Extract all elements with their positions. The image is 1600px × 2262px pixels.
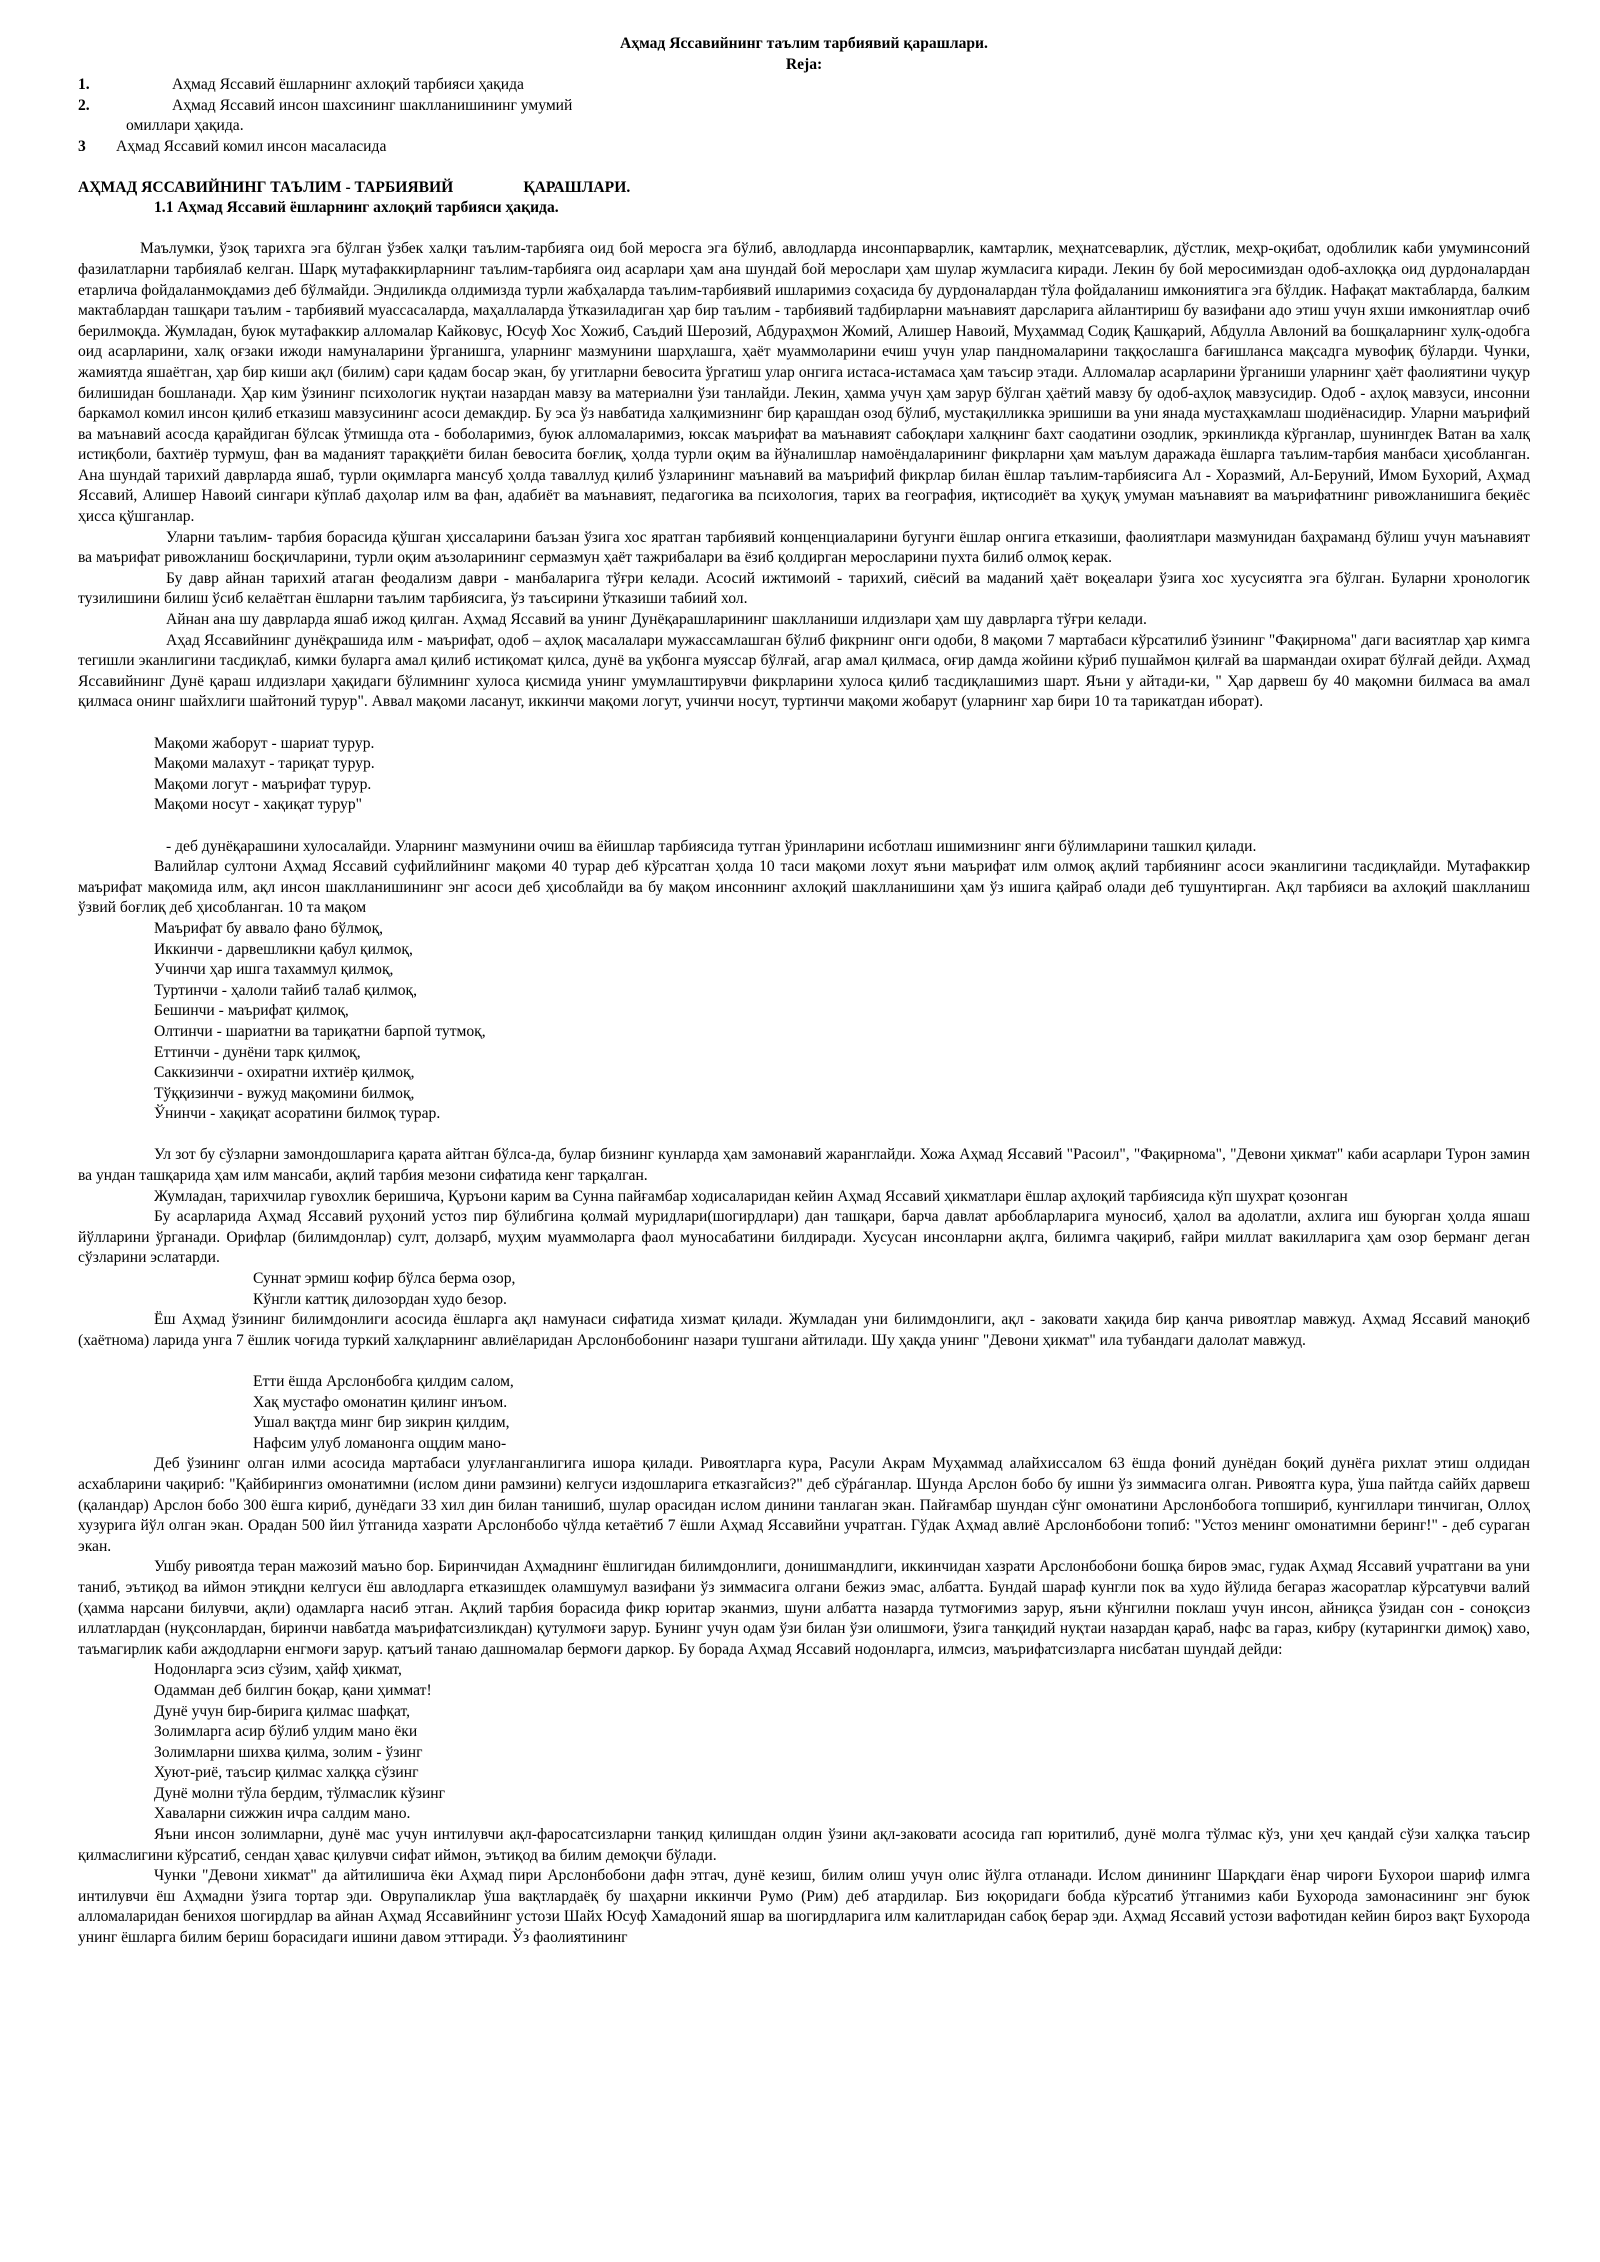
verse-line: Дунё молни тўла бердим, тўлмаслик кўзинг (154, 1784, 446, 1802)
paragraph: Ул зот бу сўзларни замондошларига қарата айтган бўлса-да, булар бизнинг кунларда ҳам замонавий жаранглайди. Хожа Аҳмад Яссавий "Расоил", "Фақирнома", "Девони ҳикмат" каби асарлари Турон замин ва ундан ташқарида ҳам илм мансаби, ақлий тарбия мезони сифатида кенг тарқалган. (78, 1146, 1530, 1185)
verse-line: Кўнгли каттиқ дилозордан худо безор. (253, 1290, 507, 1308)
paragraph: Аҳад Яссавийнинг дунёқрашида илм - маърифат, одоб – аҳлоқ масалалари мужассамлашган бўлиб фикрнинг онги одоби, 8 мақоми 7 мартабаси кўрсатилиб ўзининг "Фақирнома" даги васиятлар ҳар кимга тегишли эканлигини тасдиқлаб, кимки буларга амал қилиб истиқомат қилса, дунё ва уқбонга муяссар бўлғай, агар амал қилмаса, оғир дамда жойини кўриб пушаймон қилғай ва шармандаи охират бўлғай дейди. Аҳмад Яссавийнинг Дунё қараш илдизлари ҳақидаги бўлимнинг хулоса қисмида унинг умумлаштирувчи фикрларини хулоса қилиб тасдиқлашимиз шарт. Яъни у айтади-ки, " Ҳар дарвеш бу 40 мақомни билмаса ва амал қилмаса онинг шайхлиги шайтоний турур". Аввал мақоми ласанут, иккинчи мақоми логут, учинчи носут, туртинчи мақоми жобарут (уларнинг хар бири 10 та тарикатдан иборат). (78, 631, 1530, 711)
list-item: Иккинчи - дарвешликни қабул қилмоқ, (154, 940, 413, 958)
paragraph: Бу асарларида Аҳмад Яссавий руҳоний устоз пир бўлибгина қолмай муридлари(шогирдлари) дан ташқари, барча давлат арбобларларига муносиб, ҳалол ва адолатли, ахлига иш буюрган ҳолда яшаш йўлларини ўрганади. Орифлар (билимдонлар) султ, долзарб, муҳим муаммоларга фаол муносабатини билдиради. Хусусан инсонларни ақлга, билимга чақириб, ғайри миллат вакилларига ҳам озор берманг деган сўзларини эслатарди. (78, 1208, 1530, 1267)
verse-line: Ушал вақтда минг бир зикрин қилдим, (253, 1414, 510, 1432)
plan-list (78, 75, 1530, 157)
plan-item-number: 2. (78, 96, 90, 114)
verse-line: Мақоми логут - маърифат турур. (154, 775, 372, 793)
plan-item-number: 3 (78, 137, 86, 155)
paragraph: Деб ўзининг олган илми асосида мартабаси улуғланганлигига ишора қилади. Ривоятларга кура, Расули Акрам Муҳаммад алайхиссалом 63 ёшда фоний дунёдан боқий дунёга рихлат этиш олдидан асхабларини чақириб: "Қайбирингиз омонатимни (ислом дини рамзини) келгуси издошларига етказгайсиз?" деб сўрáганлар. Шунда Арслон бобо бу ишни ўз зиммасига олган. Ривоятга кура, ўша пайтда саййх дарвеш (қаландар) Арслон бобо 300 ёшга кириб, дунёдаги 33 хил дин билан танишиб, шулар орасидан ислом динини танлаган экан. Пайғамбар шундан сўнг омонатини Арслонбобога топшириб, кунгиллари тинчиган, Оллоҳ хузурига йўл олган экан. Орадан 500 йил ўтганида хазрати Арслонбобо чўлда кетаётиб 7 ёшли Аҳмад Яссавийни учратган. Гўдак Аҳмад авлиё Арслонбобони топиб: "Устоз менинг омонатимни беринг!" - деб сураган экан. (78, 1455, 1530, 1555)
list-item: Туртинчи - ҳалоли тайиб талаб қилмоқ, (154, 981, 417, 999)
verse-block (78, 1372, 1530, 1454)
verse-line: Нафсим улуб ломанонга ощдим мано- (253, 1434, 507, 1452)
plan-item-text: Аҳмад Яссавий комил инсон масаласида (116, 137, 387, 155)
verse-line: Золимларга асир бўлиб улдим мано ёки (154, 1723, 418, 1741)
plan-item-text: Аҳмад Яссавий ёшларнинг ахлоқий тарбияси ҳақида (172, 76, 524, 94)
paragraph: Маълумки, ўзоқ тарихга эга бўлган ўзбек халқи таълим-тарбияга оид бой меросга эга бўлиб, авлодларда инсонпарварлик, камтарлик, меҳнатсеварлик, дўстлик, меҳр-оқибат, одоблилик каби умуминсоний фазилатларни тарбиялаб келган. Шарқ мутафаккирларнинг таълим-тарбияга оид асарлари ҳам ана шундай бой мерослари ҳам шулар жумласига киради. Лекин бу бой меросимиздан одоб-ахлоққа оид дурдоналардан етарлича фойдаланмоқдамиз деб бўлмайди. Эндиликда олдимизда турли жабҳаларда таълим-тарбиявий ишларимиз соҳасида бу дурдоналардан тўла фойдаланиш имкониятига эга бўлдик. Нафақат мактабларда, балким мактаблардан ташқари таълим - тарбиявий муассасаларда, маҳаллаларда ўтказиладиган ҳар бир таълим - тарбиявий тадбирларни маънавият дарсларига айлантириш бу вазифани адо этиш учун яхши имкониятлар очиб берилмоқда. Жумладан, буюк мутафаккир алломалар Кайковус, Юсуф Хос Хожиб, Саъдий Шерозий, Абдураҳмон Жомий, Алишер Навоий, Муҳаммад Содиқ Қашқарий, Абдулла Авлоний ва бошқаларнинг хулқ-одобга оид асарларини, халқ оғзаки ижоди намуналарини ўрганишга, уларнинг мазмунини шарҳлашга, ҳаёт муаммоларини ечиш учун улар пандномаларини таққослашга бағишланса мақсадга мувофиқ бўларди. Чунки, жамиятда яшаётган, ҳар бир киши ақл (билим) сари қадам босар экан, бу угитларни бевосита ўргатиш улар онгига истаса-истамаса ҳам таъсир этади. Алломалар асарларини ўрганиши уларнинг ҳаёт фаолиятини чуқур билишидан бошланади. Ҳар ким ўзининг психологик нуқтаи назардан мавзу ва материални ўзи танлайди. Лекин, ҳамма учун ҳам зарур бўлган ҳаётий мавзу бу одоб-аҳлоқ мавзусидир. Одоб - аҳлоқ мавзуси, инсонни баркамол комил инсон қилиб етказиш мавзусининг асоси демакдир. Бу эса ўз навбатида халқимизнинг бир қарашдан озод бўлиб, мустақилликка эришиши ва уни янада мустаҳкамлаш шодиёнасидир. Уларни маърифий ва маънавий асосда қарайдиган бўлсак ўтмишда ота - боболаримиз, буюк алломаларимиз, юксак маърифат ва маънавият сабоқлари халқнинг бахт саодатини озодлик, эркинликда кўрганлар, шунингдек Ватан ва халқ истиқболи, бахтиёр турмуш, фан ва маданият тараққиёти билан бевосита боғлиқ, ҳолда турли оқим ва йўналишлар намоёндаларининг фикрларни ҳам маълум даражада ёшларга таълим-тарбия манбаси ҳисобланган. Ана шундай тарихий даврларда яшаб, турли оқимларга мансуб ҳолда таваллуд қилиб ўзларининг маънавий ва маърифий фикрлар билан ёшлар таълим-тарбиясига Ал - Хоразмий, Ал-Беруний, Имом Бухорий, Аҳмад Яссавий, Алишер Навоий сингари кўплаб даҳолар илм ва фан, адабиёт ва маънавият, педагогика ва психология, тарих ва география, иқтисодиёт ва ҳуқуқ умуман маънавият ва маърифатнинг ривожланишига беқиёс ҳисса қўшганлар. (78, 240, 1530, 526)
list-item: Саккизинчи - охиратни ихтиёр қилмоқ, (154, 1064, 415, 1082)
verse-line: Золимларни шихва қилма, золим - ўзинг (154, 1743, 423, 1761)
paragraph: Ушбу ривоятда теран мажозий маъно бор. Биринчидан Аҳмаднинг ёшлигидан билимдонлиги, донишмандлиги, иккинчидан хазрати Арслонбобони бошқа биров эмас, гудак Аҳмад Яссавий учратгани ва уни таниб, эътиқод ва иймон этиқдни келгуси ёш авлодларга етказишдек оламшумул вазифани ўз зиммасига олгани бежиз эмас, албатта. Бундай шараф кунгли пок ва худо йўлида бегараз жасоратлар кўрсатувчи валий (ҳамма нарсани билувчи, ақли) одамларга насиб этган. Ақлий тарбия борасида фикр юритар эканмиз, шуни албатта назарда тутмоғимиз зарур, яъни кўнгилни поклаш учун инсон, айниқса ўзидан сон - соноқсиз иллатлардан (нуқсонлардан, биринчи навбатда маърифатсизликдан) қутулмоғи зарур. Бунинг учун одам ўзи билан ўзи олишмоғи, ўзига танқидий нуқтаи назардан қараб, нафс ва гараз, кибру (кутарингки димоқ) хаво, таъмагирлик каби аждодларни енгмоғи зарур. қатъий танаю дашномалар бермоғи даркор. Бу борада Аҳмад Яссавий нодонларга, илмсиз, маърифатсизларга нисбатан шундай дейди: (78, 1558, 1530, 1658)
list-item: Бешинчи - маърифат қилмоқ, (154, 1002, 349, 1020)
plan-item-continuation: омиллари ҳақида. (126, 117, 244, 135)
plan-label: Reja: (785, 55, 823, 73)
list-item: Ўнинчи - хақиқат асоратини билмоқ турар. (154, 1105, 441, 1123)
plan-item-text: Аҳмад Яссавий инсон шахсининг шаклланишининг умумий (172, 96, 573, 114)
verse-line: Мақоми жаборут - шариат турур. (154, 734, 375, 752)
verse-block (78, 1269, 1530, 1310)
paragraph: Айнан ана шу даврларда яшаб ижод қилган. Аҳмад Яссавий ва унинг Дунёқарашларининг шаклланиши илдизлари ҳам шу даврларга тўғри келади. (166, 611, 1147, 629)
verse-line: Нодонларга эсиз сўзим, ҳайф ҳикмат, (154, 1661, 402, 1679)
verse-line: Етти ёшда Арслонбобга қилдим салом, (253, 1373, 514, 1390)
plan-item (78, 137, 1530, 158)
verse-block (78, 1660, 1530, 1825)
list-item: Маърифат бу аввало фано бўлмоқ, (154, 919, 384, 937)
paragraph: Бу давр айнан тарихий атаган феодализм даври - манбаларига тўғри келади. Асосий ижтимоий - тарихий, сиёсий ва маданий ҳаёт воқеалари ўзига хос хусусиятга эга бўлган. Буларни хронологик тузилишини билиш ўсиб келаётган ёшларни таълим тарбиясига, ўз таъсирини ўтказиши табиий хол. (78, 569, 1530, 608)
list-item: Тўққизинчи - вужуд мақомини билмоқ, (154, 1084, 415, 1102)
verse-line: Хуют-риё, таъсир қилмас халққа сўзинг (154, 1764, 419, 1782)
verse-line: Дунё учун бир-бирига қилмас шафқат, (154, 1702, 411, 1720)
verse-line: Хақ мустафо омонатин қилинг инъом. (253, 1393, 508, 1411)
plan-item (78, 96, 1530, 117)
document-title: Аҳмад Яссавийнинг таълим тарбиявий қарашлари. (620, 35, 988, 52)
subsection-heading: 1.1 Аҳмад Яссавий ёшларнинг ахлоқий тарбияси ҳақида. (154, 199, 559, 217)
paragraph: Валийлар султони Аҳмад Яссавий суфийлийнинг мақоми 40 турар деб кўрсатган ҳолда 10 таси мақоми лохут яъни маърифат илм олмоқ ақлий тарбиянинг асоси эканлигини тасдиқлайди. Мутафаккир маърифат мақомида илм, ақл инсон шаклланишининг энг асоси деб ҳисоблайди ва бу мақом инсоннинг ахлоқий шаклланишини ҳам ўз ишига қайраб олади деб тушунтирган. Ақл тарбияси ва ахлоқий шаклланиш ўзвий боғлиқ деб ҳисобланган. 10 та мақом (78, 858, 1530, 917)
verse-line: Мақоми носут - хақиқат турур" (154, 796, 363, 814)
verse-line: Хаваларни сижжин ичра салдим мано. (154, 1805, 411, 1823)
plan-item-number: 1. (78, 76, 90, 94)
verse-line: Одамман деб билгин боқар, қани ҳиммат! (154, 1681, 432, 1699)
list-item: Олтинчи - шариатни ва тариқатни барпой тутмоқ, (154, 1022, 486, 1040)
verse-block (78, 734, 1530, 816)
list-item: Учинчи ҳар ишга тахаммул қилмоқ, (154, 961, 394, 979)
paragraph: - деб дунёқарашини хулосалайди. Уларнинг мазмунини очиш ва ёйишлар тарбиясида тутган ўринларини исботлаш ишимизнинг янги бўлимларини ташкил қилади. (166, 837, 1257, 855)
verse-line: Мақоми малахут - тариқат турур. (154, 755, 375, 773)
section-heading-part-2: ҚАРАШЛАРИ. (523, 178, 631, 196)
verse-line: Суннат эрмиш кофир бўлса берма озор, (253, 1270, 516, 1288)
paragraph: Жумладан, тарихчилар гувохлик беришича, Қуръони карим ва Сунна пайғамбар ходисаларидан кейин Аҳмад Яссавий ҳикматлари ёшлар аҳлоқий тарбиясида кўп шухрат қозонган (154, 1187, 1348, 1205)
section-heading (78, 178, 1530, 199)
list-item: Еттинчи - дунёни тарк қилмоқ, (154, 1043, 361, 1061)
paragraph: Ёш Аҳмад ўзининг билимдонлиги асосида ёшларга ақл намунаси сифатида хизмат қилади. Жумладан уни билимдонлиги, ақл - заковати хақида бир қанча ривоятлар мавжуд. Аҳмад Яссавий маноқиб (хаётнома) ларида унга 7 ёшлик чоғида туркий халқларнинг авлиёларидан Арслонбобонинг назари тушгани айтилади. Шу ҳақда унинг "Девони ҳикмат" ила тубандаги далолат мавжуд. (78, 1311, 1530, 1349)
maqom-list (78, 919, 1530, 1125)
paragraph: Уларни таълим- тарбия борасида қўшган ҳиссаларини баъзан ўзига хос яратган тарбиявий конценциаларини бугунги ёшлар онгига етказиши, фаолиятлари мазмунидан баҳраманд бўлиш учун маънавият ва маърифат ривожланиш босқичларини, турли оқим аъзоларининг сермазмун ҳаёт тажрибалари ва ёзиб қолдирган меросларини пухта билиб олмоқ керак. (78, 528, 1530, 567)
paragraph: Яъни инсон золимларни, дунё мас учун интилувчи ақл-фаросатсизларни танқид қилишдан олдин ўзини ақл-заковати асосида гап юритилиб, дунё молга тўлмас кўз, уни ҳеч қандай сўзи халқка таъсир қилмаслигини кўрсатиб, сендан ҳавас қилувчи сифат иймон, эътиқод ва билим демоқчи бўлади. (78, 1826, 1530, 1864)
document-page (78, 34, 1530, 1949)
plan-item (78, 75, 1530, 96)
section-heading-part-1: АҲМАД ЯССАВИЙНИНГ ТАЪЛИМ - ТАРБИЯВИЙ (78, 178, 454, 196)
paragraph: Чунки "Девони хикмат" да айтилишича ёки Аҳмад пири Арслонбобони дафн этгач, дунё кезиш, билим олиш учун олис йўлга отланади. Ислом динининг Шарқдаги ёнар чироғи Бухорои шариф илмга интилувчи ёш Аҳмадни ўзига тортар эди. Оврупаликлар ўша вақтлардаёқ бу шаҳарни иккинчи Румо (Рим) деб атардилар. Биз юқоридаги бобда кўрсатиб ўтганимиз каби Бухорода замонасининг энг буюк алломаларидан бенихоя шогирдлар ва айнан Аҳмад Яссавийнинг устози Шайх Юсуф Хамадоний яшар ва шогирдларига илм калитларидан сабоқ берар эди. Аҳмад Яссавий устози вафотидан кейин бироз вақт Бухорода унинг ёшларга билим бериш борасидаги ишини давом эттиради. Ўз фаолиятининг (78, 1867, 1530, 1947)
